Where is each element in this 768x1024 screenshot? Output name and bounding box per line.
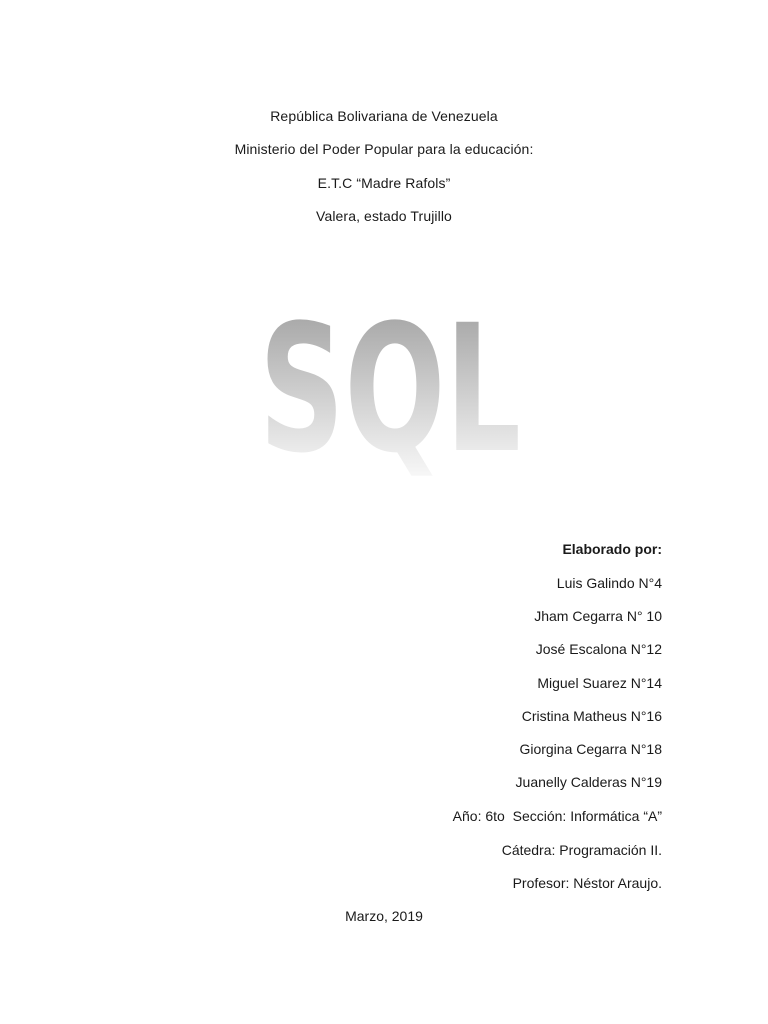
author-item: José Escalona N°12: [535, 641, 662, 657]
author-item: Luis Galindo N°4: [556, 575, 662, 591]
course-professor: Profesor: Néstor Araujo.: [512, 875, 662, 891]
header-ministry: Ministerio del Poder Popular para la educación:: [234, 141, 534, 157]
document-date: Marzo, 2019: [345, 908, 423, 924]
header-location: Valera, estado Trujillo: [316, 208, 452, 224]
author-item: Miguel Suarez N°14: [537, 675, 662, 691]
author-item: Giorgina Cegarra N°18: [519, 741, 662, 757]
course-year-section: Año: 6to Sección: Informática “A”: [452, 808, 662, 824]
authors-heading: Elaborado por:: [562, 541, 662, 557]
sql-wordart-text: SQL: [259, 287, 521, 492]
header-school: E.T.C “Madre Rafols”: [317, 175, 451, 191]
sql-wordart: [250, 287, 530, 492]
header-republic: República Bolivariana de Venezuela: [270, 108, 498, 124]
author-item: Cristina Matheus N°16: [521, 708, 662, 724]
course-subject: Cátedra: Programación II.: [501, 842, 662, 858]
author-item: Jham Cegarra N° 10: [534, 608, 662, 624]
author-item: Juanelly Calderas N°19: [515, 774, 662, 790]
